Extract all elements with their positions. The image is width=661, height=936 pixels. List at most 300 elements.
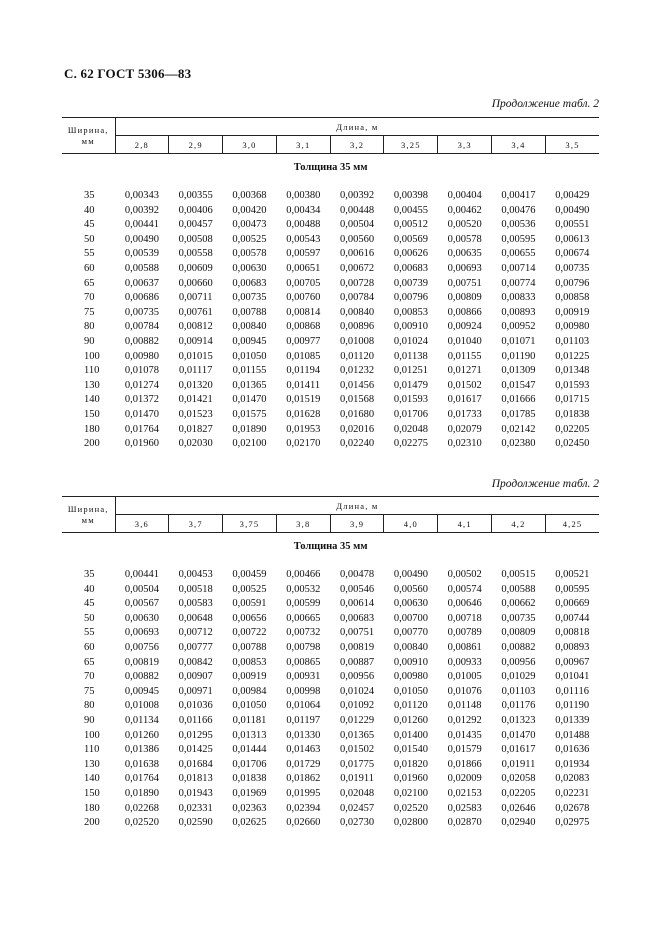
volume-cell: 0,00744 <box>555 612 590 624</box>
volume-cell: 0,00476 <box>501 204 536 216</box>
volume-cell: 0,00788 <box>232 306 267 318</box>
volume-cell: 0,02048 <box>340 787 375 799</box>
volume-cell: 0,01117 <box>179 365 213 377</box>
volume-cell: 0,00760 <box>286 292 321 304</box>
volume-cell: 0,01232 <box>340 365 375 377</box>
volume-cell: 0,00626 <box>393 248 428 260</box>
volume-cell: 0,00840 <box>340 306 375 318</box>
volume-cell: 0,01339 <box>555 714 590 726</box>
length-column-header: 3,8 <box>276 515 330 533</box>
volume-cell: 0,02363 <box>232 802 267 814</box>
volume-cell: 0,01330 <box>286 729 321 741</box>
volume-cell: 0,00858 <box>555 292 590 304</box>
volume-cell: 0,00588 <box>124 262 159 274</box>
table-row <box>62 233 599 248</box>
table-row <box>62 626 599 641</box>
table-row <box>62 583 599 598</box>
width-cell: 40 <box>84 204 95 216</box>
volume-cell: 0,00910 <box>393 656 428 668</box>
volume-cell: 0,00569 <box>393 233 428 245</box>
volume-cell: 0,01911 <box>340 773 374 785</box>
page-header: С. 62 ГОСТ 5306—83 <box>64 66 192 81</box>
volume-cell: 0,01706 <box>393 408 428 420</box>
volume-cell: 0,02520 <box>393 802 428 814</box>
volume-cell: 0,01820 <box>393 758 428 770</box>
volume-cell: 0,01764 <box>124 773 159 785</box>
table-row <box>62 262 599 277</box>
width-cell: 70 <box>84 671 95 683</box>
volume-cell: 0,00865 <box>286 656 321 668</box>
volume-cell: 0,01005 <box>447 671 482 683</box>
volume-cell: 0,00546 <box>340 583 375 595</box>
volume-cell: 0,00441 <box>124 219 159 231</box>
volume-cell: 0,01008 <box>124 700 159 712</box>
volume-cell: 0,00711 <box>178 292 213 304</box>
volume-cell: 0,00693 <box>124 627 159 639</box>
volume-cell: 0,00732 <box>286 627 321 639</box>
volume-cell: 0,00735 <box>124 306 159 318</box>
volume-cell: 0,00578 <box>232 248 267 260</box>
volume-cell: 0,01568 <box>340 394 375 406</box>
width-cell: 70 <box>84 292 95 304</box>
volume-cell: 0,00952 <box>501 321 536 333</box>
volume-cell: 0,01523 <box>178 408 213 420</box>
volume-cell: 0,00536 <box>501 219 536 231</box>
volume-cell: 0,01225 <box>555 350 590 362</box>
volume-cell: 0,00515 <box>501 569 536 580</box>
volume-cell: 0,00931 <box>286 671 321 683</box>
volume-cell: 0,02940 <box>501 817 536 829</box>
volume-cell: 0,00882 <box>124 335 159 347</box>
width-cell: 100 <box>84 729 100 741</box>
volume-cell: 0,02240 <box>340 438 375 450</box>
table-row <box>62 714 599 729</box>
volume-table <box>62 117 599 452</box>
volume-cell: 0,01960 <box>393 773 428 785</box>
volume-cell: 0,00355 <box>178 190 213 201</box>
width-cell: 75 <box>84 685 95 697</box>
volume-cell: 0,01866 <box>447 758 482 770</box>
length-column-header: 3,0 <box>223 136 277 154</box>
volume-cell: 0,00420 <box>232 204 267 216</box>
table-row <box>62 218 599 233</box>
volume-cell: 0,02310 <box>447 438 482 450</box>
volume-cell: 0,00539 <box>124 248 159 260</box>
continuation-note: Продолжение табл. 2 <box>491 98 599 110</box>
volume-cell: 0,01015 <box>178 350 213 362</box>
volume-cell: 0,00398 <box>393 190 428 201</box>
volume-cell: 0,01181 <box>232 714 267 726</box>
volume-cell: 0,00518 <box>178 583 213 595</box>
volume-cell: 0,02153 <box>447 787 482 799</box>
volume-cell: 0,02625 <box>232 817 267 829</box>
table-row <box>62 729 599 744</box>
volume-cell: 0,00504 <box>124 583 159 595</box>
volume-cell: 0,00882 <box>501 641 536 653</box>
volume-cell: 0,00560 <box>340 233 375 245</box>
volume-cell: 0,01260 <box>393 714 428 726</box>
volume-cell: 0,00798 <box>286 641 321 653</box>
volume-cell: 0,00980 <box>393 671 428 683</box>
width-cell: 35 <box>84 190 95 201</box>
volume-cell: 0,00967 <box>555 656 590 668</box>
volume-cell: 0,01176 <box>501 700 536 712</box>
volume-cell: 0,01138 <box>394 350 428 362</box>
volume-cell: 0,01041 <box>555 671 590 683</box>
table-row <box>62 204 599 219</box>
volume-cell: 0,00404 <box>447 190 482 201</box>
volume-cell: 0,00735 <box>555 262 590 274</box>
volume-cell: 0,01706 <box>232 758 267 770</box>
volume-cell: 0,00490 <box>393 569 428 580</box>
volume-cell: 0,01251 <box>393 365 428 377</box>
width-cell: 45 <box>84 598 95 610</box>
volume-cell: 0,01890 <box>232 423 267 435</box>
table-row <box>62 787 599 802</box>
table-row <box>62 802 599 817</box>
volume-cell: 0,02205 <box>555 423 590 435</box>
volume-cell: 0,01862 <box>286 773 321 785</box>
volume-cell: 0,01911 <box>501 758 536 770</box>
volume-cell: 0,01148 <box>447 700 482 712</box>
volume-cell: 0,00502 <box>447 569 482 580</box>
width-cell: 200 <box>84 438 100 450</box>
volume-cell: 0,02083 <box>555 773 590 785</box>
volume-cell: 0,01197 <box>286 714 321 726</box>
volume-cell: 0,01348 <box>555 365 590 377</box>
volume-cell: 0,02100 <box>393 787 428 799</box>
volume-cell: 0,00751 <box>447 277 482 289</box>
table-row <box>62 437 599 452</box>
volume-cell: 0,00796 <box>555 277 590 289</box>
volume-cell: 0,00812 <box>178 321 213 333</box>
volume-cell: 0,00809 <box>447 292 482 304</box>
width-cell: 200 <box>84 817 100 829</box>
volume-cell: 0,00614 <box>340 598 375 610</box>
volume-cell: 0,00914 <box>178 335 213 347</box>
volume-cell: 0,02590 <box>178 817 213 829</box>
width-cell: 50 <box>84 233 95 245</box>
volume-cell: 0,00672 <box>340 262 375 274</box>
volume-cell: 0,00683 <box>340 612 375 624</box>
table-row <box>62 306 599 321</box>
volume-cell: 0,01953 <box>286 423 321 435</box>
table-row <box>62 772 599 787</box>
width-cell: 110 <box>84 365 100 377</box>
volume-cell: 0,00693 <box>447 262 482 274</box>
width-cell: 40 <box>84 583 95 595</box>
volume-cell: 0,02730 <box>340 817 375 829</box>
table-row <box>62 816 599 831</box>
volume-cell: 0,00756 <box>124 641 159 653</box>
volume-cell: 0,00919 <box>555 306 590 318</box>
volume-cell: 0,00739 <box>393 277 428 289</box>
volume-cell: 0,01071 <box>501 335 536 347</box>
volume-cell: 0,01540 <box>393 744 428 756</box>
volume-cell: 0,01190 <box>555 700 590 712</box>
volume-cell: 0,00609 <box>178 262 213 274</box>
table-row <box>62 393 599 408</box>
volume-cell: 0,00868 <box>286 321 321 333</box>
volume-cell: 0,01365 <box>232 379 267 391</box>
volume-cell: 0,01040 <box>447 335 482 347</box>
table-row <box>62 277 599 292</box>
volume-cell: 0,00789 <box>447 627 482 639</box>
volume-cell: 0,01969 <box>232 787 267 799</box>
volume-cell: 0,01050 <box>393 685 428 697</box>
volume-cell: 0,00392 <box>340 190 375 201</box>
width-cell: 55 <box>84 627 95 639</box>
volume-cell: 0,01636 <box>555 744 590 756</box>
volume-cell: 0,00417 <box>501 190 536 201</box>
volume-cell: 0,00896 <box>340 321 375 333</box>
volume-cell: 0,00818 <box>555 627 590 639</box>
volume-cell: 0,00521 <box>555 569 590 580</box>
volume-cell: 0,02016 <box>340 423 375 435</box>
volume-cell: 0,00984 <box>232 685 267 697</box>
volume-cell: 0,00466 <box>286 569 321 580</box>
volume-cell: 0,00630 <box>124 612 159 624</box>
width-cell: 75 <box>84 306 95 318</box>
volume-cell: 0,01764 <box>124 423 159 435</box>
volume-cell: 0,00646 <box>447 598 482 610</box>
width-header-unit: мм <box>81 135 95 146</box>
volume-cell: 0,01386 <box>124 744 159 756</box>
volume-cell: 0,00520 <box>447 219 482 231</box>
volume-cell: 0,00567 <box>124 598 159 610</box>
volume-cell: 0,02520 <box>124 817 159 829</box>
volume-cell: 0,01036 <box>178 700 213 712</box>
volume-cell: 0,00616 <box>340 248 375 260</box>
volume-cell: 0,00774 <box>501 277 536 289</box>
table-row <box>62 597 599 612</box>
volume-cell: 0,01295 <box>178 729 213 741</box>
volume-cell: 0,02275 <box>393 438 428 450</box>
volume-cell: 0,00861 <box>447 641 482 653</box>
table-row <box>62 670 599 685</box>
volume-cell: 0,00700 <box>393 612 428 624</box>
volume-cell: 0,00907 <box>178 671 213 683</box>
volume-cell: 0,00380 <box>286 190 321 201</box>
volume-cell: 0,01488 <box>555 729 590 741</box>
width-cell: 180 <box>84 802 100 814</box>
volume-cell: 0,01078 <box>124 365 159 377</box>
volume-cell: 0,00448 <box>340 204 375 216</box>
volume-cell: 0,01995 <box>286 787 321 799</box>
volume-cell: 0,00543 <box>286 233 321 245</box>
volume-cell: 0,00665 <box>286 612 321 624</box>
volume-cell: 0,01684 <box>178 758 213 770</box>
volume-cell: 0,00525 <box>232 583 267 595</box>
volume-cell: 0,01155 <box>232 365 267 377</box>
length-header: Длина, м <box>115 118 599 136</box>
width-cell: 80 <box>84 321 95 333</box>
volume-cell: 0,01666 <box>501 394 536 406</box>
volume-cell: 0,00777 <box>178 641 213 653</box>
section-title: Толщина 35 мм <box>293 162 368 174</box>
volume-cell: 0,00761 <box>178 306 213 318</box>
volume-cell: 0,01960 <box>124 438 159 450</box>
volume-cell: 0,01470 <box>501 729 536 741</box>
volume-cell: 0,00490 <box>555 204 590 216</box>
volume-cell: 0,01470 <box>232 394 267 406</box>
volume-cell: 0,01050 <box>232 350 267 362</box>
table-row <box>62 350 599 365</box>
length-column-header: 3,6 <box>115 515 169 533</box>
volume-cell: 0,00655 <box>501 248 536 260</box>
volume-cell: 0,00840 <box>393 641 428 653</box>
volume-cell: 0,02331 <box>178 802 213 814</box>
volume-cell: 0,02009 <box>447 773 482 785</box>
volume-table <box>62 496 599 831</box>
volume-cell: 0,00637 <box>124 277 159 289</box>
width-cell: 50 <box>84 612 95 624</box>
volume-cell: 0,01134 <box>125 714 159 726</box>
volume-cell: 0,00718 <box>447 612 482 624</box>
width-cell: 80 <box>84 700 95 712</box>
volume-cell: 0,00770 <box>393 627 428 639</box>
width-cell: 150 <box>84 787 100 799</box>
volume-cell: 0,00674 <box>555 248 590 260</box>
volume-cell: 0,01456 <box>340 379 375 391</box>
table-row <box>62 758 599 773</box>
table-row <box>62 335 599 350</box>
volume-cell: 0,02058 <box>501 773 536 785</box>
length-column-header: 3,5 <box>545 136 599 154</box>
volume-cell: 0,00648 <box>178 612 213 624</box>
volume-cell: 0,00819 <box>124 656 159 668</box>
volume-cell: 0,02231 <box>555 787 590 799</box>
volume-cell: 0,01309 <box>501 365 536 377</box>
volume-cell: 0,00630 <box>232 262 267 274</box>
width-header-label: Ширина, <box>67 124 109 135</box>
volume-cell: 0,02800 <box>393 817 428 829</box>
volume-cell: 0,01229 <box>340 714 375 726</box>
volume-cell: 0,00574 <box>447 583 482 595</box>
volume-cell: 0,01260 <box>124 729 159 741</box>
volume-cell: 0,02205 <box>501 787 536 799</box>
volume-cell: 0,00662 <box>501 598 536 610</box>
table-row <box>62 291 599 306</box>
length-column-header: 3,3 <box>438 136 492 154</box>
volume-cell: 0,00893 <box>555 641 590 653</box>
width-header <box>62 118 115 154</box>
volume-cell: 0,01271 <box>447 365 482 377</box>
volume-cell: 0,00705 <box>286 277 321 289</box>
volume-cell: 0,00819 <box>340 641 375 653</box>
volume-cell: 0,00368 <box>232 190 267 201</box>
table-row <box>62 408 599 423</box>
volume-cell: 0,01838 <box>555 408 590 420</box>
volume-cell: 0,00842 <box>178 656 213 668</box>
volume-cell: 0,00784 <box>124 321 159 333</box>
width-cell: 35 <box>84 569 95 580</box>
volume-cell: 0,00788 <box>232 641 267 653</box>
volume-cell: 0,00833 <box>501 292 536 304</box>
volume-cell: 0,00924 <box>447 321 482 333</box>
volume-cell: 0,01519 <box>286 394 321 406</box>
width-cell: 55 <box>84 248 95 260</box>
table-row <box>62 685 599 700</box>
width-cell: 130 <box>84 379 100 391</box>
volume-cell: 0,01120 <box>394 700 428 712</box>
volume-cell: 0,00630 <box>393 598 428 610</box>
volume-cell: 0,01547 <box>501 379 536 391</box>
volume-cell: 0,01411 <box>286 379 321 391</box>
length-column-header: 4,25 <box>545 515 599 533</box>
table-row <box>62 568 599 583</box>
volume-cell: 0,01470 <box>124 408 159 420</box>
width-cell: 45 <box>84 219 95 231</box>
volume-cell: 0,01838 <box>232 773 267 785</box>
volume-cell: 0,02100 <box>232 438 267 450</box>
volume-cell: 0,00866 <box>447 306 482 318</box>
volume-cell: 0,01813 <box>178 773 213 785</box>
volume-cell: 0,02450 <box>555 438 590 450</box>
volume-cell: 0,00392 <box>124 204 159 216</box>
length-column-header: 3,7 <box>169 515 223 533</box>
volume-cell: 0,00453 <box>178 569 213 580</box>
volume-cell: 0,01421 <box>178 394 213 406</box>
width-cell: 65 <box>84 277 95 289</box>
volume-cell: 0,01029 <box>501 671 536 683</box>
width-header-label: Ширина, <box>67 503 109 514</box>
width-cell: 130 <box>84 758 100 770</box>
volume-cell: 0,00919 <box>232 671 267 683</box>
volume-cell: 0,01479 <box>393 379 428 391</box>
width-cell: 60 <box>84 641 95 653</box>
volume-cell: 0,01166 <box>178 714 213 726</box>
volume-cell: 0,00613 <box>555 233 590 245</box>
width-cell: 140 <box>84 394 100 406</box>
volume-cell: 0,00971 <box>178 685 213 697</box>
width-header-unit: мм <box>81 514 95 525</box>
length-column-header: 3,1 <box>276 136 330 154</box>
length-column-header: 3,25 <box>384 136 438 154</box>
volume-cell: 0,01785 <box>501 408 536 420</box>
volume-cell: 0,00998 <box>286 685 321 697</box>
table-row <box>62 699 599 714</box>
volume-cell: 0,02170 <box>286 438 321 450</box>
volume-cell: 0,00551 <box>555 219 590 231</box>
volume-cell: 0,00597 <box>286 248 321 260</box>
width-header <box>62 497 115 533</box>
volume-cell: 0,01934 <box>555 758 590 770</box>
volume-cell: 0,01628 <box>286 408 321 420</box>
volume-cell: 0,00956 <box>501 656 536 668</box>
volume-cell: 0,00455 <box>393 204 428 216</box>
volume-cell: 0,01425 <box>178 744 213 756</box>
length-column-header: 4,2 <box>492 515 546 533</box>
volume-cell: 0,00686 <box>124 292 159 304</box>
volume-cell: 0,00887 <box>340 656 375 668</box>
volume-cell: 0,01024 <box>393 335 428 347</box>
width-cell: 60 <box>84 262 95 274</box>
width-cell: 90 <box>84 335 95 347</box>
volume-cell: 0,00853 <box>393 306 428 318</box>
table-row <box>62 247 599 262</box>
volume-cell: 0,00343 <box>124 190 159 201</box>
volume-cell: 0,01638 <box>124 758 159 770</box>
width-cell: 100 <box>84 350 100 362</box>
volume-cell: 0,01103 <box>555 335 590 347</box>
volume-cell: 0,02380 <box>501 438 536 450</box>
volume-cell: 0,00728 <box>340 277 375 289</box>
volume-cell: 0,00669 <box>555 598 590 610</box>
volume-cell: 0,01827 <box>178 423 213 435</box>
volume-cell: 0,00735 <box>501 612 536 624</box>
volume-cell: 0,00977 <box>286 335 321 347</box>
